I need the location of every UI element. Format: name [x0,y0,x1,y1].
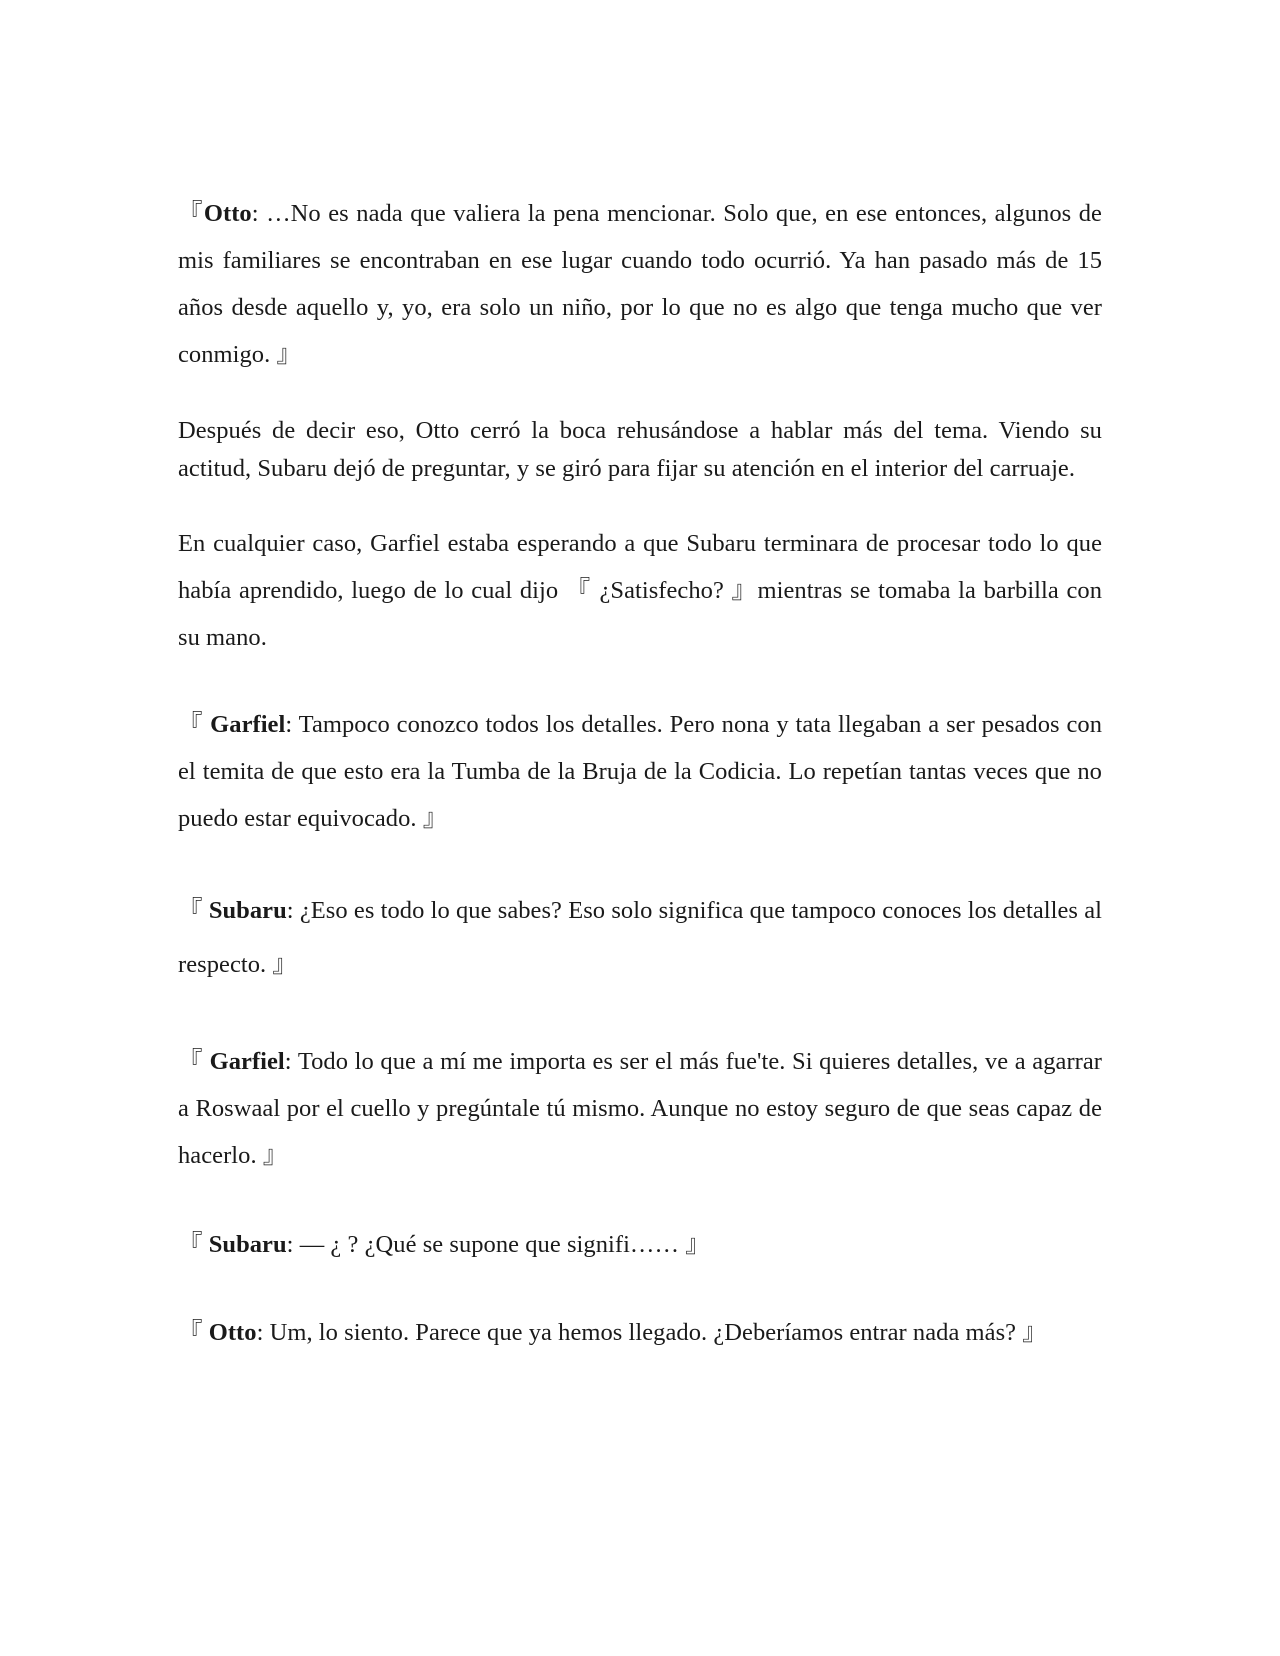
dialogue-otto-1 [178,190,1102,378]
dialogue-otto-2 [178,1308,1102,1358]
quote-open: 『 [178,1319,209,1346]
dialogue-text: : ¿Eso es todo lo que sabes? Eso solo significa que tampoco conoces los detalles al respecto. 』 [178,897,1102,978]
quote-open: 『 [178,1048,210,1075]
speaker-name: Subaru [208,897,287,924]
dialogue-text: : …No es nada que valiera la pena mencionar. Solo que, en ese entonces, algunos de mis familiares se encontraban en ese lugar cuando todo ocurrió. Ya han pasado más de 15 años desde aquello y, yo, era solo un niño, por lo que no es algo que tenga mucho que ver conmigo. 』 [178,200,1102,368]
document-page [178,190,1102,1358]
dialogue-text: : — ¿ ? ¿Qué se supone que signifi…… 』 [286,1231,710,1258]
dialogue-subaru-2 [178,1221,1102,1268]
quote-open: 『 [178,200,204,227]
speaker-name: Subaru [208,1231,287,1258]
dialogue-garfiel-1 [178,701,1102,842]
narration-paragraph: En cualquier caso, Garfiel estaba esperando a que Subaru terminara de procesar todo lo que había aprendido, luego de lo cual dijo 『 ¿Satisfecho? 』mientras se tomaba la barbilla con su mano. [178,530,1102,651]
speaker-name: Otto [203,200,252,227]
narration-paragraph: Después de decir eso, Otto cerró la boca rehusándose a hablar más del tema. Viendo su actitud, Subaru dejó de preguntar, y se giró para fijar su atención en el interior del carruaje. [178,417,1102,482]
quote-open: 『 [178,711,211,738]
dialogue-text: : Todo lo que a mí me importa es ser el más fue'te. Si quieres detalles, ve a agarrar a Roswaal por el cuello y pregúntale tú mismo. Aunque no estoy seguro de que seas capaz de hacerlo. 』 [178,1048,1102,1169]
speaker-name: Garfiel [210,711,286,738]
quote-open: 『 [178,1231,209,1258]
dialogue-text: : Tampoco conozco todos los detalles. Pero nona y tata llegaban a ser pesados con el temita de que esto era la Tumba de la Bruja de la Codicia. Lo repetían tantas veces que no puedo estar equivocado. 』 [178,711,1103,832]
dialogue-subaru-1 [178,884,1102,992]
speaker-name: Garfiel [209,1048,285,1075]
quote-open: 『 [178,897,209,924]
speaker-name: Otto [208,1319,257,1346]
dialogue-text: : Um, lo siento. Parece que ya hemos llegado. ¿Deberíamos entrar nada más? 』 [256,1319,1047,1346]
dialogue-garfiel-2 [178,1038,1102,1179]
